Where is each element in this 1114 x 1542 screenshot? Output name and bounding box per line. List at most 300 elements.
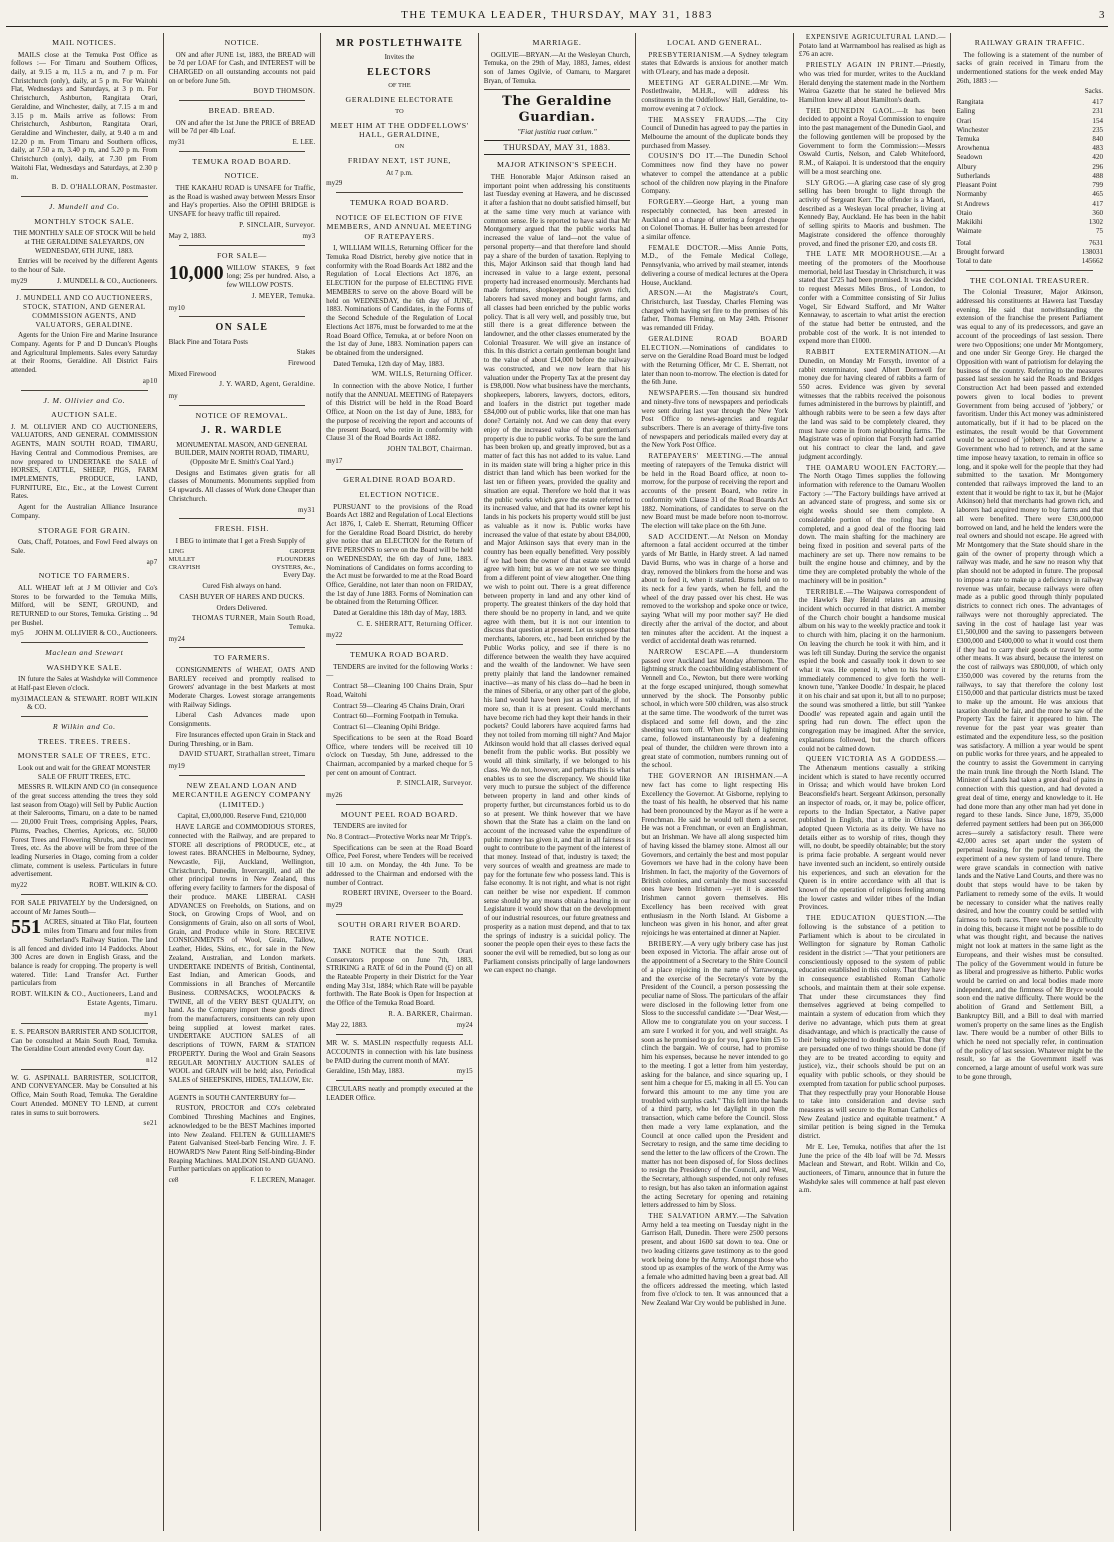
news-item <box>641 51 788 77</box>
local-general-heading: LOCAL AND GENERAL. <box>667 38 763 47</box>
grain-sacks: 75 <box>1095 227 1104 236</box>
on-sale-item: Stakes <box>296 348 316 357</box>
news-item <box>799 61 946 105</box>
news-item-title: THE OAMARU WOOLEN FACTORY. <box>805 463 939 472</box>
news-item-text: —A very ugly bribery case has just been exposed in Victoria. The affair arose out of the appointment of a Secretary to the Shire Council of a place rejoicing in the name of Yarrawonga, and the exercise of the Secretary's vote by the President of the Council, a person possessing the peculiar name of Sloss. The particulars of the affair were disclosed in the following letter from one Sloss to the successful candidate :—"Dear West,—Allow me to congratulate you on your success. I am sure I worked it for you, and well straight. As soon as he promised to go for you, I gave him £5 to clinch the bargain. We of course, had to promise him his expenses, because he never intended to go to the meeting. I got a letter from him yesterday, asking for the balance, and since squaring up, I sent him a cheque for £5, making in all £5. You can forward this amount to me any time you are troubled with surplus cash." This fell into the hands of a third party, who let daylight in upon the transaction, which came before the Council. Sloss then made a very lame explanation, and the Council at once called upon the President and Secretary to resign, and the same time deciding to send the letter to the law officers of the Crown. The matter has not been disposed of, for Sloss declines to resign the Presidency of the Council, and West, the Secretary, although suspended, not only refuses to resign, but has also taken an information against the acting Secretary for opening and retaining letters addressed to him by Sloss. <box>641 939 788 1210</box>
news-item <box>799 250 946 346</box>
willow-stakes-code: my10 <box>168 303 185 312</box>
grain-station: Albury <box>956 162 977 171</box>
kakahu-road-date: May 2, 1883. <box>168 232 207 241</box>
grain-row <box>956 200 1103 209</box>
kakahu-road-code: my3 <box>302 232 316 241</box>
temuka-tenders-heading: TEMUKA ROAD BOARD. <box>349 650 449 660</box>
news-item-title: BRIBERY. <box>648 939 684 948</box>
nz-loan-text: HAVE LARGE and COMMODIOUS STORES, connected with the Railway, and are prepared to STORE all descriptions of PRODUCE, etc., at lowest rates. BRANCHES in Melbourne, Sydney, Newcastle, Fiji, Auckland, Wellington, Christchurch, Dunedin, Invercargill, and all the other principal towns in New Zealand, thus offering every facility to farmers for the disposal of their produce. MAKE LIBERAL CASH ADVANCES on Freeholds, on Stations, and on Stock, on Growing Crops of Wool, and on Consignments of Grain, also on all sorts of Wool, Grain, and Produce while in Store. RECEIVE CONSIGNMENTS of Wool, Grain, Tallow, Leather, Hides, Skins, etc., for sale in the New Zealand, Australian, and London markets. UNDERTAKE INDENTS of British, Continental, East Indian, and American Goods, and Commissions in all Branches of Mercantile Business. CORNSACKS, WOOLPACKS & TWINE, all of the VERY BEST QUALITY, on hand. As the Company import these goods direct from the manufacturers, consituents can rely upon being supplied at lowest market rates. UNDERTAKE AUCTION SALES of all descriptions of TOWN, FARM & STATION PROPERTY. During the Wool and Grain Seasons REGULAR MONTHLY AUCTION SALES of WOOL and GRAIN will be held; also, Periodical SALES of SHEEPSKINS, HIDES, TALLOW, Etc. <box>168 823 316 1084</box>
grain-station: St Andrews <box>956 199 990 208</box>
wardle-code: my31 <box>298 505 316 514</box>
news-item-text: —Ten thousand six hundred and ninety-five tons of newspapers and periodicals were sent during last year through the New York Post Office to news-agencies and regular subscribers. There is an average of thirty-five tons of newspapers and periodicals mailed every day at the New York Post Office. <box>641 389 788 450</box>
on-sale-item: Black Pine and Totara Posts <box>168 337 248 346</box>
speech-paragraph: THE Honorable Major Atkinson raised an important point when addressing his constituents last Tuesday evening at Hawera, and he discussed it after a fashion that no doubt satisfied himself, but at the same time very much at variance with common sense. He is reported to have said that Mr Montgomery argued that the public works had increased the value of land—not the value of personal property—and that therefore land should pay a share of the burden of taxation. Replying to this, Major Atkinson said that though land had increased in value to a large extent, personal property had increased enormously. Merchants had made fortunes, shopkeepers had grown rich, laborers had saved money and bought farms, and all classes had been enriched by the public works policy. That is all very well, and possibly true, but still there is a great difference between the landowner, and the other classes enumerated by the Colonial Treasurer. We will give an instance of this. In this district a certain gentleman bought land to the value of about £14,000 before the railway was constructed, and we now learn that his valuation under the Property Tax at the present day is £98,000. Now what business have the merchants, shopkeepers, laborers, lawyers, doctors, editors, and loafers in the district put together made £84,000 out of public works, like that one man has done? Certainly not. And we can deny that every enjoy of the increased value of that gentleman's property is due to public works. To be sure the land has been broken up, and greatly improved, but as a matter of fact this has not added to its value. Land in its maiden state will bring a higher price in this district than land which has been worked for the last ten or fifteen years, provided the quality and situation are equal. Therefore we hold that it was the public works which gave the estate referred to its increased value, and that had its owner kept his lands in his pockets his property would still be just as valuable as it now is. Public works have increased the value of that estate by about £84,000, and Major Atkinson says that every man in the country has been equally benefitted. Very possibly if we had been the owner of that estate we would agree with him; but as we are not we see things from a different point of view altogether. One thing we wish to point out. There is a great difference between property in land and any other kind of property. The greatest thinkers of the day hold that there should be no property in land, and we quite agree with them, but it is not our intention to discuss that question at present. Let us suppose that merchants, laborers, etc., had been enriched by the Public Works policy, and see if there is no difference between the wealth they have acquired and the wealth of the landowner. We have seen pretty plainly that land the landowner remained inactive—as many of his class do—had he been in the mines of Siberia, or any other part of the globe, his land would have been just as valuable, if not more so, than it is at present. Could merchants have become rich had they kept their hands in their pockets? Could laborers have acquired farms had they not toiled from morning till night? And Major Atkinson would hold that all classes derived equal benefit from the public works. But possibly we would all think similarly, if we belonged to his class. We do not, however, and perhaps this is what enables us to see the discrepancy. We should like very much to pursue the subject of the difference between property in land and other kinds of property further, but circumstances forbid us to do so at present. We think however that we have shown that the State has a claim on the land on account of the increased value the expenditure of public money has given it, and that in all fairness it ought to contribute to the payment of the interest of that money. Instead of that, industry is taxed; the very sources of wealth and greatness are made to pay for the fortunate few who possess land. This is false economy. It is not right, and what is not right can neither be wise nor expedient. If common sense should by any means obtain a hearing in our Legislature it would show that on the development of our industrial resources, our future greatness and prosperity as a nation must depend, and that to tax the springs of industry is a suicidal policy. The sooner the people open their eyes to these facts the sooner the evil will be remedied, but so long as our Parliament consists principally of large landowners we can expect no change. <box>483 173 631 975</box>
pearson-ad-code: n12 <box>146 1056 158 1065</box>
news-item-title: ARSON. <box>648 289 678 298</box>
news-item-text: —The Athenæum mentions casually a striking incident which is stated to have recently occurred in Orissa; and which would have broken Lord Beaconsfield's heart. Sergeant Atkinson, personally an inspector of roads, or, it may be, police officer, reports to the Indian Spectator, a Native paper published in English, that a tribe in Orissa has adopted Queen Victoria as its deity. We have no details either as to worship of rites, though they will, no doubt, be speedily obtainable; but the story is prima facie probable. A sergeant would never have invented such an incident, so entirely outside his experiences, and such an elevation for the Queen is in entire accordance with all that is known of the operation of religious feeling among the lower castes and wilder tribes of the Indian Provinces. <box>798 755 946 912</box>
south-orari-text: TAKE NOTICE that the South Orari Conservators propose on June 7th, 1883, STRIKING a RATE of 6d in the Pound (£) on all the Rateable Property in their District for the Year ending May 31st, 1884; which Rate will be payable forthwith. The Rate Book is Open for Inspection at the Office of the Temuka Road Board. <box>326 946 473 1008</box>
news-item-title: RABBIT EXTERMINATION. <box>805 348 932 357</box>
news-item-title: PRIESTLY AGAIN IN PRINT. <box>805 61 916 70</box>
masthead-title: THE TEMUKA LEADER, THURSDAY, MAY 31, 1883 <box>401 9 713 21</box>
agents-heading: AGENTS in SOUTH CANTERBURY for— <box>168 1093 296 1102</box>
news-item-text: —The Waipawa correspondent of the Hawke's Bay Herald relates an amusing incident which occurred in that district. A member of the Church choir bought a handsome musical album on his way to the weekly practice and took it to church with him, placing it on the harmonium. On leaving the church he took it with him, and it was left till Sunday. During the service the organist espied the book and casually took it down to see what it was. He opened it, when to his horror it immediately commenced to give forth the well-known tune, 'Yankee Doodle.' In despair, he placed it on his chair and sat upon it, but all to no purpose; the sound was smothered a little, but still 'Yankee Doodle' was repeated again and again until the spring had run down. The effect upon the congregation may be imagined. After the service, explanations followed, but the church officers could not be calmed down. <box>798 587 946 753</box>
news-item <box>799 755 946 912</box>
fish-item: OYSTERS, &c., <box>271 563 316 571</box>
bread-notice-signature: BOYD THOMSON. <box>253 87 316 96</box>
news-item <box>641 389 788 450</box>
storage-code: ap7 <box>146 557 158 566</box>
notice-to-farmers-heading: NOTICE TO FARMERS. <box>38 571 130 581</box>
grain-row <box>956 209 1103 218</box>
private-sale-code: my1 <box>144 1010 158 1019</box>
news-item-text: —The Dunedin School Committees now find they have no power whatever to compel the attendance at a public school of the children now playing in the Pinafore Company. <box>641 152 788 196</box>
marriage-heading: MARRIAGE. <box>532 38 582 47</box>
news-item-title: THE SALVATION ARMY. <box>648 1212 740 1221</box>
maclean-heading: Maclean and Stewart <box>45 648 124 658</box>
mail-notices-heading: MAIL NOTICES. <box>52 38 117 47</box>
washdyke-text: IN future the Sales at Washdyke will Commence at Half-past Eleven o'clock. <box>11 675 158 692</box>
mount-peel-signature: ROBERT IRVINE, Overseer to the Board. <box>342 889 473 898</box>
news-items <box>799 33 946 1195</box>
private-sale-heading: FOR SALE PRIVATELY by the Undersigned, on account of Mr James South— <box>11 898 158 916</box>
fish-item: FLOUNDERS <box>276 555 316 563</box>
circulars-text: CIRCULARS neatly and promptly executed at the LEADER Office. <box>326 1085 473 1102</box>
temuka-tender-contract: Contract 59—Clearing 45 Chains Drain, Orari <box>333 701 465 710</box>
news-item <box>641 152 788 196</box>
temuka-tenders-spec: Specifications to be seen at the Road Board Office, where tenders will be received till 10 o'clock on Tuesday, 5th June, addressed to the Chairman, accompanied by a marked cheque for 5 per cent on amount of Contract. <box>326 733 473 777</box>
news-item-text: —The following is the substance of a petition to Parliament which is about to be circulated in Wellington for signature by Roman Catholic resident in the district :—"That your petitioners are conscientiously opposed to the system of public education established in this colony. That they have in consequence established Roman Catholic schools, and maintain them at their sole expense. That under these circumstances they find themselves aggrieved at being compelled to maintain a system of education from which they derive no advantage, which puts them at great disadvantage, and which is practically the cause of their being subjected to double taxation. That they are persuaded one of two things should be done (if they are to be treated according to equity and justice), viz., their schools should be put on an equality with public schools, or they should be exempted from taxation for public school purposes. That they respectfully pray your Honorable House to take into consideration and devise such measures as will secure to the Roman Catholics of New Zealand justice and equitable treatment." A similar petition is being signed in the Temuka district. <box>798 914 946 1141</box>
news-item-title: PRESBYTERIANISM. <box>648 50 724 59</box>
kakahu-road-text: THE KAKAHU ROAD is UNSAFE for Traffic, as the Road is washed away between Messrs Ensor and Hay's properties. Also the OPIHI BRIDGE is UNSAFE for heavy traffic till repaired. <box>168 183 316 219</box>
private-sale-acres-number: 551 <box>11 916 41 939</box>
bread-text: ON and after the 1st June the PRICE of BREAD will be 7d per 4lb Loaf. <box>168 118 316 136</box>
grain-station: Sutherlands <box>956 171 990 180</box>
postlethwaite-electorate: GERALDINE ELECTORATE <box>345 95 454 105</box>
liberal-advances-text: Liberal Cash Advances made upon Consignments. <box>168 711 316 729</box>
news-item-text: —The City Council of Dunedin has agreed to pay the parties in Melbourne the amount of the duplicate bonds they purchased from Massey. <box>641 115 788 150</box>
grain-row <box>956 227 1103 236</box>
auction-sale-heading: AUCTION SALE. <box>51 410 118 420</box>
news-item-text: —At the Magistrate's Court, Christchurch, last Tuesday, Charles Fleming was charged with having set fire to the premises of his father, Thomas Fleming, on May 24th. Prisoner was remanded till Friday. <box>641 289 788 333</box>
grain-row <box>956 117 1103 126</box>
fish-text: I BEG to intimate that I get a Fresh Supply of <box>175 536 306 545</box>
news-item-title: NARROW ESCAPE. <box>648 648 727 657</box>
news-item-title: THE MASSEY FRAUDS. <box>648 115 749 124</box>
to-farmers-heading: TO FARMERS. <box>213 653 271 663</box>
mail-notices-signature: B. D. O'HALLORAN, Postmaster. <box>51 183 158 192</box>
news-item-text: —A new fact has come to light respecting His Excellency the Governor. At Gisborne, replying to the toast of his health, he observed that his name had been pronounced by the Mayor as if he were a Frenchman. He said he would tell them a secret. He was not a Frenchman, or even an Englishman, but an Irishman. We have all along suspected him of having kissed the blarney stone. Almost all our Governors, and certainly the best and most popular Governors we have had in the colony have been Irishmen. In fact, the majority of the Governors of British colonies, and certainly the most successful ones have been Irishmen —yet it is asserted Irishmen cannot govern themselves. His Excellency has been received with great enthusiasm in the North Island. At Gisborne a luncheon was given in his honor, and after great rejoicings he was entertained at dinner at Napier. <box>641 772 788 938</box>
consignments-text: CONSIGNMENTS of WHEAT, OATS AND BARLEY received and promptly realised to Growers' advantage in the best Markets at most Moderate Charges. Lowest storage arrangements with Railway Sidings. <box>168 665 316 709</box>
grain-sacks: 360 <box>1092 208 1104 217</box>
stock-sale-code: my29 <box>11 276 28 285</box>
news-item <box>641 533 788 646</box>
news-item-text: —The annual meeting of ratepayers of the Temuka district will be held in the Road Board office, at noon to-morrow, for the purpose of receiving the report and accounts of the present Board, who retire in conformity with Clause 31 of the Road Boards Act 1882. Nominations, of candidates to serve on the new Board must be made before noon to-morrow. The election will take place on the 6th June. <box>641 452 788 530</box>
grain-station: Arowhenua <box>956 144 990 153</box>
grain-station: Waimate <box>956 227 982 236</box>
news-item <box>799 33 946 59</box>
news-item-text: —George Hart, a young man respectably connected, has been arrested in Auckland on a charge of uttering a forged cheque on Colonel Thomas. H. Buller has been arrested for a similar offence. <box>641 198 788 241</box>
treasurer-paragraph: The Colonial Treasurer, Major Atkinson, addressed his constituents at Hawera last Tuesday evening. He said that notwithstanding the extension of the franchise the present Parliament was equal to any of its predecessors, and gave an account of the proceedings of last session. There were two Oppositions; one under Mr Montgomery, and one under Sir George Grey. He charged the Opposition with want of patriotism for delaying the business of the country. Referring to the measures passed last session he said the Roads and Bridges Construction Act had been passed and extended powers given to local bodies to prevent Government from being accused of 'jobbery,' or favoritism. Under this Act money was administered automatically, but if it had to be placed on the estimates, the result would be that Government would be accused of 'jobbery.' He never knew a Government who had to retrench, and at the same time impose heavy taxation, to remain in office so long, and it spoke well for the people that they had submitted to the taxation. Mr Montgomery contended that railways improved the land to an extent that it would be right to tax it, but he (Major Atkinson) held that merchants had grown rich, and laborers had acquired money to buy farms and that all were benefited. There were £30,000,000 borrowed on land, and he held the lenders were the real owners and should not escape. He agreed with Mr Montgomery that the State should share in the gain of the owner of property through which a railway was made, and he saw no reason why that plan should not be adopted in future. The proposal to impose a rate to make up a deficiency in railway revenue was unfair, because railways were often made as a public good through thinly populated districts to connect rich ones. The advantages of railways were not thoroughly appreciated. The saving in the cost of haulage last year was £1,500,000 and the saving to passengers between £300,000 and £400,000 to what it would cost them if they had to carry their goods or travel by some other means. It was absurd, because the interest on the cost of railways was £800,000, of which only £350,000 was covered by the returns from the railways, to say that therefore the colony lost £150,000 and that particular districts must be taxed to make up the amount. He was anxious that taxation should be fair, and the more he saw of the Property Tax the fairer it appeared to him. The revenue for the past year was greater than estimated and the expenditure less, so the position was satisfactory. A million a year would be spent on public works for three years, and he appealed to the country to assist the Government in carrying the main trunk line through the North Island. The Minister of Lands had taken a great deal of pains in connection with this question, and had devoted a great deal of time, energy and knowledge to it. He had done more than any other man had yet done in regard to these lands. Since June, 1879, 35,000 deferred payment settlers had been put on 366,000 acres—surely a satisfactory result. There were 42,000 acres set apart under the system of perpetual leasing, for the purpose of trying the experiment of a new system of land tenure. There were grave scandals in connection with native lands and the Native Land Courts, and there was no doubt that steps would have to be taken by Parliament to remedy some of the evils. It would be necessary to consider what the natives really desired, and how the country could be settled with fairness to both races. There would be a difficulty in doing this, because it might not be possible to do what was thought right, and because the natives might not look at matters in the same light as the Europeans, and their wishes must be consulted. The policy of the Government would in future be as liberal and progressive as hitherto. Public works would be carried on and local bodies made more independent, and the firmness of Mr Bryce would soon end the native difficulty. There would be the abolition of Grand and Settlement Bill, a Bankruptcy Bill, and a Bill to deal with married women's property on the same lines as the English law. There would be a number of other Bills to which he need not specially refer, in continuation of the policy of last session. Whatever might be the result, so far as the Government itself was concerned, a large amount of useful work was sure to be gone through, <box>956 288 1104 1081</box>
marriage-text: OGILVIE—BRYAN.—At the Wesleyan Church, Temuka, on the 29th of May, 1883, James, eldest son of James Ogilvie, of Oamaru, to Margaret Bryan, of Temuka. <box>483 50 631 85</box>
mundell-ad-text: J. MUNDELL AND CO AUCTIONEERS, STOCK, STATION, AND GENERAL COMMISSION AGENTS, AND VALUATORS, GERALDINE. <box>16 294 153 329</box>
mount-peel-text: TENDERS are invited for <box>333 822 408 831</box>
bread-heading: BREAD. BREAD. <box>208 106 276 116</box>
grain-sacks: 296 <box>1092 162 1104 171</box>
trees-subheading-2: Look out and wait for the GREAT MONSTER SALE OF FRUIT TREES, ETC. <box>18 763 151 781</box>
grain-sacks: 417 <box>1092 98 1104 107</box>
south-orari-date: May 22, 1883. <box>326 1021 368 1030</box>
grain-total-label: Total <box>956 239 971 248</box>
temuka-tender-contract: Contract 60—Forming Footpath in Temuka. <box>333 712 459 721</box>
column-2 <box>164 33 322 1531</box>
news-item-title: NEWSPAPERS. <box>648 389 702 398</box>
notice-to-farmers-signature: JOHN M. OLLIVIER & CO., Auctioneers. <box>35 629 158 638</box>
grain-sacks: 483 <box>1092 144 1104 153</box>
fish-cured: Cured Fish always on hand. <box>202 582 282 591</box>
grain-row <box>956 144 1103 153</box>
fish-cash-buyer: CASH BUYER OF HARES AND DUCKS. <box>179 592 305 601</box>
news-item <box>799 1143 946 1195</box>
column-5 <box>636 33 794 1531</box>
geraldine-election-dated: Dated at Geraldine this 18th day of May, 1883. <box>333 609 467 618</box>
grain-station: Rangitata <box>956 98 984 107</box>
news-item-title: SAD ACCIDENT. <box>648 532 711 541</box>
page-number: 3 <box>1099 9 1106 21</box>
column-7 <box>951 33 1108 1531</box>
grain-station: Makikihi <box>956 218 983 227</box>
news-item-title: FORGERY. <box>648 198 686 207</box>
paper-motto: "Fiat justitia ruat cœlum." <box>517 127 597 137</box>
news-item-text: —A thunderstorm passed over Auckland last Monday afternoon. The lightning struck the coachbuilding establishment of Vennell and Co., Newton, but there were working at the forge escaped uninjured, though somewhat unnerved by the shock. The Ponsonby public school, in which were 500 children, was also struck at the same time. The woodwork of the turret was displaced and some fell down, and the zinc sheeting was torn off. When the flash of lightning came, followed instantaneously by a deafening peal of thunder, the children were thrown into a great state of commotion, numbers running out of the school. <box>641 648 788 770</box>
washdyke-signature: MACLEAN & STEWART. ROBT WILKIN & CO. <box>27 694 158 712</box>
news-item-text: —Miss Annie Potts, M.D., of the Female Medical College, Pennsylvania, who arrived by mail steamer, intends delivering a course of medical lectures at the Opera House, Auckland. <box>641 243 788 287</box>
ollivier-agent-text: Agent for the Australian Alliance Insurance Company. <box>11 503 158 520</box>
geraldine-election-code: my22 <box>326 631 343 640</box>
news-item <box>799 464 946 586</box>
trees-signature: ROBT. WILKIN & CO. <box>89 881 158 890</box>
news-item-text: —At Nelson on Monday afternoon a fatal accident occurred at the timber yards of Mr Battle, in Hardy street. A lad named David Burns, who was in charge of a horse and dray, removed the blinkers from the horse and was about to feed it, when it started. Burns held on to its neck for a few yards, when he fell, and the wheel of the dray passed over his chest. He was removed to the workshop and spoke once or twice, saying 'What will my poor mother say?' He died directly after the arrival of the doctor, and about ten minutes after the accident. At the inquest a verdict of accidental death was returned. <box>641 532 788 646</box>
news-item-text: —Priestly, who was tried for murder, writes to the Auckland Herald denying the statement made in the Northern Wairoa Gazette that he stated he believed Mrs Hamilton knew all about Hamilton's death. <box>798 61 946 105</box>
grain-sacks: 799 <box>1092 181 1104 190</box>
grain-total-value: 7631 <box>1088 239 1104 248</box>
postlethwaite-time: At 7 p.m. <box>386 168 413 177</box>
news-item-title: THE EDUCATION QUESTION. <box>805 914 928 923</box>
temuka-annual-meeting-code: my17 <box>326 456 343 465</box>
temuka-election-subheading: NOTICE OF ELECTION OF FIVE MEMBERS, AND ANNUAL MEETING OF RATEPAYERS. <box>326 212 473 241</box>
news-item <box>799 348 946 461</box>
fire-insurance-text: Fire Insurances effected upon Grain in Stack and During Threshing, or in Barn. <box>168 730 316 748</box>
grain-station: Winchester <box>956 125 989 134</box>
trees-heading: TREES. TREES. TREES. <box>37 736 131 746</box>
mail-notices-text: MAILS close at the Temuka Post Office as follows :— For Timaru and Southern Offices, daily, at 9.15 a m, 11.5 a m, and 7 p m. For Christchurch (only), daily, at 5 p m. For Waitohi Flat, Wednesdays and Saturdays, at 3 p m. For Christchurch, Ashburton, Rangitata Orari, Geraldine, and Winchester, daily, at 7.15 a m and 3.15 p m. Mails arrive as follows: From Christchurch, Ashburton, Rangitata Orari, Geraldine and Winchester, daily, at 9.40 a m and 12.20 p m. From Timaru and Southern offices, daily, at 7.50 a m, 3.40 p m, and 5.20 p m. From Christchurch (only), daily, at 7.30 pm From Waitohi Flat, Wednesdays and Saturdays, at 2.30 p m. <box>11 50 158 181</box>
news-item-title: THE DUNEDIN GAOL. <box>805 106 897 115</box>
postlethwaite-on: ON <box>394 143 405 151</box>
news-item <box>641 244 788 288</box>
grain-sacks: 465 <box>1092 190 1104 199</box>
grain-station: Ealing <box>956 107 975 116</box>
editorial-dateline: THURSDAY, MAY 31, 1883. <box>484 140 631 156</box>
fish-orders: Orders Delivered. <box>216 603 268 612</box>
stuart-code: my19 <box>168 761 185 770</box>
on-sale-item: Firewood <box>287 358 316 367</box>
masthead <box>6 4 1108 27</box>
grain-station: Pleasant Point <box>956 181 997 190</box>
news-item <box>641 79 788 114</box>
news-item <box>799 107 946 177</box>
grain-row <box>956 135 1103 144</box>
grain-table <box>956 98 1103 236</box>
grain-station: Orari <box>956 116 972 125</box>
storage-heading: STORAGE FOR GRAIN. <box>38 525 131 535</box>
postlethwaite-meet: MEET HIM AT THE ODDFELLOWS' HALL, GERALDINE, <box>330 120 469 140</box>
stock-sale-signature: J. MUNDELL & CO., Auctioneers. <box>56 276 158 285</box>
news-item-title: THE LATE MR MOORHOUSE. <box>805 250 923 259</box>
news-item-text: —The North Otago Times supplies the following information with reference to the Oamaru Woollen Factory :—"The Factory buildings have arrived at an advanced state of progress, and some six or eight weeks should see them complete. A considerable portion of the roofing has been completed, and a good deal of the flooring laid down. The main shafting for the machinery are being fixed in position and several parts of the machinery are set up. There now remains to be built the engine house and chimney, and by the time they are completed probably the whole of the machinery will be in position." <box>798 463 946 585</box>
temuka-election-heading: TEMUKA ROAD BOARD. <box>349 198 449 208</box>
news-item-text: —At a meeting of the promoters of the Moorhouse memorial, held last Tuesday in Christchurch, it was stated that £725 had been promised. It was decided to request Messrs Miles Bros., of London, to confer with a Committee consisting of Sir Julius Vogel, Sir Edward Stafford, and Mr Walter Kennaway, to ascertain to what artist the erection of the statue had better be entrusted, and the probable cost of the work. It is not intended to expend more than £1000. <box>798 250 946 346</box>
maslin-date: Geraldine, 15th May, 1883. <box>326 1067 405 1076</box>
news-item <box>641 940 788 1210</box>
south-orari-signature: R. A. BARKER, Chairman. <box>388 1009 473 1018</box>
agents-code: ce8 <box>168 1176 179 1185</box>
temuka-tender-contract: Contract 61—Cleaning Opihi Bridge. <box>333 723 440 732</box>
temuka-annual-meeting-signature: JOHN TALBOT, Chairman. <box>387 445 473 454</box>
trees-code: my22 <box>11 881 28 890</box>
paper-title: The Geraldine Guardian. <box>502 94 612 126</box>
grain-forward-value: 138031 <box>1081 248 1104 257</box>
mundell-ad-code: ap10 <box>142 376 158 385</box>
mount-peel-heading: MOUNT PEEL ROAD BOARD. <box>340 809 459 819</box>
wardle-body: Designs and Estimates given gratis for all classes of Monuments. Monuments supplied from £4 upwards. All classes of Work done Cheaper than Christchurch. <box>168 468 316 503</box>
grain-sacks: 1302 <box>1088 218 1104 227</box>
ollivier-ad-text: J. M. OLLIVIER AND CO AUCTIONEERS, VALUATORS, AND GENERAL COMMISSION AGENTS, MAIN SOUTH ROAD, TIMARU, Having Central and Commodious Premises, are now prepared to UNDERTAKE the SALE of HORSES, CATTLE, SHEEP, PIGS, FARM IMPLEMENTS, PRODUCE, LAND, FURNITURE, Etc., Etc., at the Lowest Current Rates. <box>11 422 158 501</box>
news-item-text: —A Sydney telegram states that Edwards is anxious for another match with O'Leary, and has made a deposit. <box>641 50 788 77</box>
south-orari-code: my24 <box>456 1021 473 1030</box>
grain-forward-label: Brought forward <box>956 248 1004 257</box>
news-item-text: —At Dunedin, on Monday Mr Forsyth, inventor of a rabbit exterminator, sued Albert Dornwell for money due for having cleared of rabbits a farm of 550 acres. Evidence was given by several witnesses that the rabbits received the poisonous fumes administered in the burrows by plaintiff, and although rabbits were to be seen a few days after the land was said to be completely cleared, they must have come in from neighbouring farms. The Magistrate was of opinion that Forsyth had carried out his contract to clear the land, and gave judgment accordingly. <box>798 348 946 461</box>
news-item-text: —Mr Wm. Postlethwaite, M.H.R., will address his constituents in the Oddfellows' Hall, Geraldine, to-morrow evening at 7 o'clock. <box>641 78 788 113</box>
news-item-title: THE GOVERNOR AN IRISHMAN. <box>648 772 776 781</box>
mount-peel-code: my29 <box>326 900 343 909</box>
on-sale-item: Mixed Firewood <box>168 369 217 378</box>
notice-to-farmers-text: ALL WHEAT left at J M Ollivier and Co's Stores to be forwarded to the Temuka Mills, Milford, will be SENT, GROUND, and RETURNED to our Stores, Temuka. Gristing ... 9d per Bushel. <box>11 583 158 627</box>
grain-traffic-heading: RAILWAY GRAIN TRAFFIC. <box>974 38 1085 47</box>
willow-stakes-text: WILLOW STAKES, 9 feet long; 25s per hundred. Also, a few WILLOW POSTS. <box>226 263 316 290</box>
news-item-title: QUEEN VICTORIA AS A GODDESS. <box>805 755 939 764</box>
grain-row <box>956 98 1103 107</box>
grain-todate-value: 145662 <box>1081 256 1104 265</box>
temuka-tenders-signature: P. SINCLAIR, Surveyor. <box>396 779 473 788</box>
news-item <box>799 179 946 249</box>
grain-row <box>956 107 1103 116</box>
grain-station: Otaio <box>956 208 973 217</box>
news-item-text: —Potato land at Warrnambool has realised as high as £76 an acre. <box>798 33 946 59</box>
grain-traffic-unit: Sacks. <box>1084 87 1104 96</box>
mundell-ad-agents: Agents for the Union Fire and Marine Insurance Company. Agents for P and D Duncan's Ploughs and Agricultural Implements. Sales every Saturday at their Rooms, Geraldine. All District Fairs attended. <box>11 331 158 375</box>
temuka-road-board-heading: TEMUKA ROAD BOARD. <box>192 156 292 166</box>
nz-loan-capital: Capital, £3,000,000. Reserve Fund, £210,000 <box>177 812 307 821</box>
maslin-code: my15 <box>456 1067 473 1076</box>
aspinall-ad-text: W. G. ASPINALL BARRISTER, SOLICITOR, AND CONVEYANCER. May be Consulted at his Office, Main South Road, Temuka. The Geraldine Court Attended. MONEY TO LEND, at current rates in sums to suit borrowers. <box>11 1073 158 1117</box>
bread-notice-heading: NOTICE. <box>224 38 260 47</box>
news-item <box>641 772 788 938</box>
temuka-tenders-code: my26 <box>326 791 343 799</box>
news-item <box>641 198 788 242</box>
grain-traffic-intro: The following is a statement of the number of sacks of grain received in Timaru from the undermentioned stations for the week ended May 26th, 1883 :— <box>956 50 1104 85</box>
bread-signature: E. LEE. <box>292 138 316 147</box>
treasurer-heading: THE COLONIAL TREASURER. <box>969 275 1090 285</box>
fish-signature: THOMAS TURNER, Main South Road, Temuka. <box>192 614 316 631</box>
ollivier-heading: J. M. Ollivier and Co. <box>43 395 126 405</box>
news-item-title: EXPENSIVE AGRICULTURAL LAND. <box>805 33 939 41</box>
temuka-annual-meeting-text: In connection with the above Notice, I further notify that the ANNUAL MEETING of Ratepayers of this District will be held in the Road Board Office, at Noon on the 1st day of June, 1883, for the purpose of receiving the report and accounts of the present Board, who retire in conformity with Clause 31 of the Road Boards Act 1882. <box>326 382 473 443</box>
on-sale-signature: J. Y. WARD, Agent, Geraldine. <box>219 380 316 389</box>
column-6 <box>794 33 952 1531</box>
grain-todate-label: Total to date <box>956 256 992 265</box>
private-sale-text: ACRES, situated at Tiko Flat, fourteen miles from Timaru and four miles from Sutherland's Railway Station. The land is all fenced and divided into 14 Paddocks. About 300 Acres are down in English Grass, and the balance is ready for cropping. The property is well watered. Title: Land Transfer Act. Further particulars from <box>11 918 158 988</box>
news-item-title: TERRIBLE. <box>805 587 847 596</box>
kakahu-road-signature: P. SINCLAIR, Surveyor. <box>239 220 316 229</box>
agents-text: RUSTON, PROCTOR and CO's celebrated Combined Threshing Machines and Engines, acknowledged to be the BEST Machines imported into New Zealand. FELTEN & GUILLIAME'S Patent Galvanised Steel-barb Fencing Wire. J. F. HOWARD'S New Patent Ring Self-binding-Binder Reaping Machines. MALDON ISLAND GUANO. Further particulars on application to <box>168 1104 316 1174</box>
wardle-heading: J. R. WARDLE <box>201 425 283 437</box>
news-item <box>641 116 788 151</box>
notice-to-farmers-code: my5 <box>11 629 24 638</box>
grain-row <box>956 218 1103 227</box>
news-item <box>799 914 946 1141</box>
grain-row <box>956 181 1103 190</box>
news-item-text: Mr E. Lee, Temuka, notifies that after the 1st June the price of the 4lb loaf will be 7d. Messrs Maclean and Stewart, and Robt. Wilkin and Co, auctioneers, of Timaru, announce that in future the Washdyke sales will commence at half past eleven a.m. <box>798 1142 946 1195</box>
wilkin-heading: R Wilkin and Co. <box>52 722 116 732</box>
grain-sacks: 488 <box>1092 171 1104 180</box>
south-orari-heading: SOUTH ORARI RIVER BOARD. <box>337 919 462 929</box>
news-item-title: SLY GROG. <box>805 178 848 187</box>
postlethwaite-code: my29 <box>326 179 343 188</box>
willow-stakes-number: 10,000 <box>168 261 224 284</box>
aspinall-ad-code: se21 <box>143 1119 158 1128</box>
grain-sacks: 417 <box>1092 199 1104 208</box>
stock-sale-heading: MONTHLY STOCK SALE. <box>34 216 135 226</box>
removal-heading: NOTICE OF REMOVAL. <box>195 410 289 420</box>
grain-row <box>956 172 1103 181</box>
news-item-title: COUSIN'S DO IT. <box>648 152 716 161</box>
grain-sacks: 420 <box>1092 153 1104 162</box>
mount-peel-spec: Specifications can be seen at the Road Board Office, Peel Forest, where Tenders will be received till 10 a.m. on Monday, the 4th June. To be addressed to the Chairman and endorsed with the number of Contract. <box>326 843 473 887</box>
fish-heading: FRESH. FISH. <box>214 524 269 534</box>
temuka-election-text: I, WILLIAM WILLS, Returning Officer for the Temuka Road District, hereby give notice that in conformity with the Road Boards Act 1882 and the Regulation of Local Elections Act 1876, an ELECTION for the purpose of ELECTING FIVE MEMBERS to serve on the above Board will be held on WEDNESDAY, the 6th day of JUNE, 1883. Nominations of Candidates, in the Forms of the Second Schedule of the Regulation of Local Elections Act 1876, must be forwarded to me at the Road Board Office, Temuka, at or before Noon on the 1st day of June, 1883. Nomination papers can be obtained from the undersigned. <box>326 244 473 357</box>
pearson-ad-text: E. S. PEARSON BARRISTER AND SOLICITOR, Can be consulted at Main South Road, Temuka. The Geraldine Court attended every Court day. <box>11 1027 158 1054</box>
news-item <box>799 588 946 754</box>
geraldine-election-text: PURSUANT to the provisions of the Road Boards Act 1882 and Regulation of Local Elections Act 1876, I, Caleb E. Sherratt, Returning Officer for the Geraldine Road Board District, do hereby give notice that an ELECTION for the Return of FIVE PERSONS to serve on the Board will be held on WEDNESDAY, the 6th day of June, 1883. Nominations of Candidates on forms according to the Act must be forwarded to me at the Road Board Office, Geraldine, not later than noon on FRIDAY, the 1st day of June 1883. Forms of Nomination can be obtained from the Returning Officer. <box>326 502 473 607</box>
washdyke-heading: WASHDYKE SALE. <box>46 662 123 672</box>
bread-code: my31 <box>168 138 185 147</box>
news-item-text: —It has been decided to appoint a Royal Commission to enquire into the past management of the Dunedin Gaol, and the following gentlemen will be proposed by the Government to form the Commission:—Messrs Oswald Curtis, Nelson, and Caleb Whitefoord, R.M., of Kaiapoi. It is understood that the enquiry will be a most searching one. <box>798 106 946 176</box>
grain-row <box>956 126 1103 135</box>
grain-station: Normanby <box>956 190 987 199</box>
grain-station: Temuka <box>956 135 980 144</box>
fish-item: CRAYFISH <box>168 563 201 571</box>
agents-signature: F. LECREN, Manager. <box>250 1176 316 1185</box>
column-4 <box>479 33 637 1531</box>
nz-loan-heading: NEW ZEALAND LOAN AND MERCANTILE AGENCY COMPANY (LIMITED.) <box>172 780 312 809</box>
news-item-text: —Nominations of candidates to serve on the Geraldine Road Board must be lodged with the Returning Officer, Mr C. E. Sherratt, not later than noon to-morrow. The election is dated for the 6th June. <box>641 343 788 387</box>
news-item-text: —A glaring case case of sly grog selling has been brought to light through the activity of Sergeant Kerr. The offender is a Maori, described as a Wesleyan local preacher, living at Kennedy Bay, Auckland. He has been in the habit of selling spirits to Maoris and bushmen. The Magistrate considered the offence thoroughly proved, and fined the prisoner £20, and costs £8. <box>798 178 946 248</box>
speech-heading: MAJOR ATKINSON'S SPEECH. <box>497 160 618 170</box>
willow-for-sale-heading: FOR SALE— <box>216 251 267 261</box>
geraldine-election-heading: GERALDINE ROAD BOARD. <box>343 475 456 485</box>
trees-subheading: MONSTER SALE OF TREES, ETC. <box>17 751 151 761</box>
news-item <box>641 289 788 333</box>
news-item-text: —The Salvation Army held a tea meeting on Tuesday night in the Garrison Hall, Dunedin. There were 2500 persons present, and about 1600 sat down to tea. One or two leading citizens gave testimony as to the good work being done by the Army. Amongst those who stood up as examples of the work of the Army was a female who admitted having been a great bad. All the officers addressed the meeting, which lasted from five o'clock to ten. It was announced that a New Zealand War Cry would be published in June. <box>641 1212 788 1308</box>
stock-sale-text: THE MONTHLY SALE OF STOCK Will be held at THE GERALDINE SALEYARDS, ON WEDNESDAY, 6TH JUNE, 1883. <box>13 229 156 255</box>
temuka-election-signature: WM. WILLS, Returning Officer. <box>371 370 473 379</box>
washdyke-code: my31 <box>11 694 28 703</box>
on-sale-heading: ON SALE <box>215 322 269 334</box>
fish-code: my24 <box>168 634 185 643</box>
on-sale-code: my <box>168 392 178 400</box>
fish-item: GROPER <box>289 547 316 555</box>
local-general-items <box>641 51 788 1308</box>
news-item <box>641 335 788 387</box>
postlethwaite-heading: MR POSTLETHWAITE <box>335 38 464 49</box>
postlethwaite-invites: Invites the <box>384 53 415 62</box>
stock-sale-entries: Entries will be received by the different Agents to the hour of Sale. <box>11 257 158 274</box>
trees-text: MESSRS R. WILKIN AND CO (in consequence of the great success attending the trees they sold last season from Otago) will Sell by Public Auction at their Salerooms, Timaru, on a date to be named— 20,000 Fruit Trees, comprising Apples, Pears, Plums, Peaches, Cherries, Apricots, etc. 50,000 Forest Trees and Flowering Shrubs, and Specimen Trees, etc. As the above will be from three of the leading Nurseries in Otago, coming from a colder climate, comment is useless. Particulars in future advertisement. <box>11 783 158 879</box>
mundell-heading: J. Mundell and Co. <box>48 201 120 211</box>
geraldine-election-subheading: ELECTION NOTICE. <box>359 489 440 499</box>
postlethwaite-date: FRIDAY NEXT, 1ST JUNE, <box>347 156 451 165</box>
grain-sacks: 231 <box>1092 107 1104 116</box>
column-1 <box>6 33 164 1531</box>
news-item <box>641 648 788 770</box>
stuart-signature: DAVID STUART, Strathallan street, Timaru <box>179 750 316 759</box>
grain-row <box>956 153 1103 162</box>
grain-sacks: 235 <box>1092 125 1104 134</box>
postlethwaite-of: OF THE <box>388 82 411 90</box>
private-sale-signature: ROBT. WILKIN & CO., Auctioneers, Land and Estate Agents, Timaru. <box>11 990 158 1007</box>
grain-sacks: 840 <box>1092 135 1104 144</box>
news-item <box>641 452 788 530</box>
bread-notice-text: ON and after JUNE 1st, 1883, the BREAD will be 7d per LOAF for Cash, and INTEREST will be CHARGED on all outstanding accounts not paid on or before June 5th. <box>168 50 316 85</box>
postlethwaite-electors: ELECTORS <box>367 67 432 79</box>
fish-item: MULLET <box>168 555 195 563</box>
news-item-title: RATEPAYERS' MEETING. <box>648 452 744 461</box>
grain-row <box>956 163 1103 172</box>
news-item-title: FEMALE DOCTOR. <box>648 243 722 252</box>
fish-item: LING <box>168 547 185 555</box>
wardle-text: MONUMENTAL MASON, AND GENERAL BUILDER, MAIN NORTH ROAD, TIMARU, (Opposite Mr E. Smith's Coal Yard.) <box>174 440 309 467</box>
temuka-tender-contract: Contract 58—Cleaning 100 Chains Drain, Spur Road, Waitohi <box>326 682 473 699</box>
mount-peel-contract: No. 8 Contract—Protective Works near Mr Tripp's. <box>326 833 473 842</box>
grain-row <box>956 190 1103 199</box>
grain-station: Seadown <box>956 153 983 162</box>
willow-stakes-signature: J. MEYER, Temuka. <box>251 291 316 300</box>
geraldine-election-signature: C. E. SHERRATT, Returning Officer. <box>357 619 473 628</box>
news-item-title: GERALDINE ROAD BOARD ELECTION. <box>641 334 788 352</box>
news-item-title: MEETING AT GERALDINE. <box>648 78 753 87</box>
grain-sacks: 154 <box>1092 116 1104 125</box>
temuka-tenders-text: TENDERS are invited for the following Works :— <box>326 662 473 680</box>
maslin-text: MR W. S. MASLIN respectfully requests ALL ACCOUNTS in connection with his late business be PAID during the current month of MAY. <box>326 1039 473 1065</box>
fish-every-day: Every Day. <box>283 571 316 580</box>
column-3 <box>321 33 479 1531</box>
temuka-election-dated: Dated Temuka, 12th day of May, 1883. <box>333 359 445 368</box>
